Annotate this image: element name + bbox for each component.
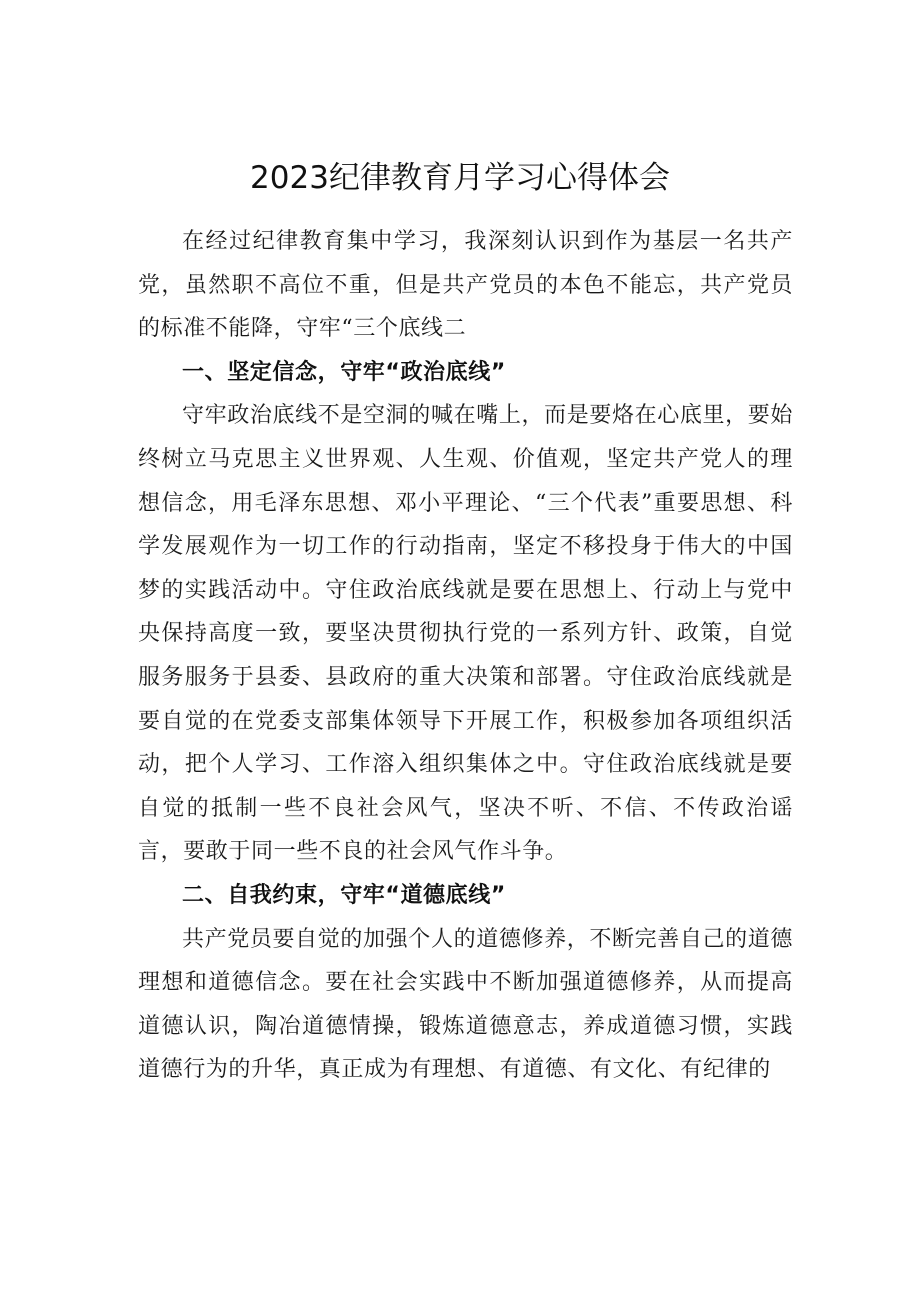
section-heading-moral: 二、自我约束，守牢“道德底线” [182,882,506,908]
section-paragraph-political: 守牢政治底线不是空洞的喊在嘴上，而是要烙在心底里，要始终树立马克思主义世界观、人生观、价值观，坚定共产党人的理想信念，用毛泽东思想、邓小平理论、“三个代表”重要思想、科学发展观作为一切工作的行动指南，坚定不移投身于伟大的中国梦的实践活动中。守住政治底线就是要在思想上、行动上与党中央保持高度一致，要坚决贯彻执行党的一系列方针、政策，自觉服务服务于县委、县政府的重大决策和部署。守住政治底线就是要自觉的在党委支部集体领导下开展工作，积极参加各项组织活动，把个人学习、工作溶入组织集体之中。守住政治底线就是要自觉的抵制一些不良社会风气，坚决不听、不信、不传政治谣言，要敢于同一些不良的社会风气作斗争。 [138,403,793,865]
document-body [138,220,793,1092]
section-paragraph-moral: 共产党员要自觉的加强个人的道德修养，不断完善自己的道德理想和道德信念。要在社会实践中不断加强道德修养，从而提高道德认识，陶冶道德情操，锻炼道德意志，养成道德习惯，实践道德行为的升华，真正成为有理想、有道德、有文化、有纪律的 [138,926,793,1083]
document-title: 2023纪律教育月学习心得体会 [250,160,670,196]
intro-paragraph: 在经过纪律教育集中学习，我深刻认识到作为基层一名共产党，虽然职不高位不重，但是共产党员的本色不能忘，共产党员的标准不能降，守牢“三个底线二 [138,229,793,342]
section-heading-political: 一、坚定信念，守牢“政治底线” [182,359,506,385]
